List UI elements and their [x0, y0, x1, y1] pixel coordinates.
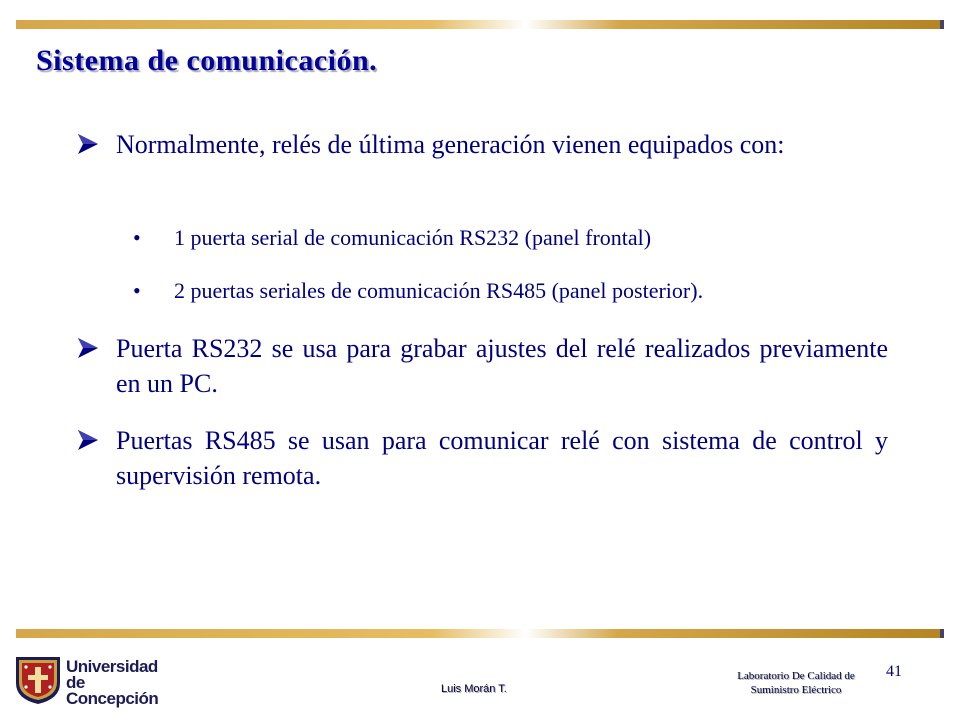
bullet-text-2: Puerta RS232 se usa para grabar ajustes del relé realizados previamente en un PC. — [116, 334, 888, 398]
university-logo — [14, 655, 174, 708]
university-name — [66, 659, 174, 707]
university-shield-icon — [14, 655, 62, 705]
bullet-text-1: Normalmente, relés de última generación vienen equipados con: — [116, 130, 785, 159]
bottom-divider-bar — [16, 629, 942, 638]
sub-bullet-text-2: 2 puertas seriales de comunicación RS485 (panel posterior). — [174, 278, 704, 303]
university-line-2: de Concepción — [66, 673, 159, 708]
sub-bullet-1 — [133, 224, 873, 252]
author-name: Luis Morán T. — [441, 683, 507, 695]
top-divider-bar — [16, 20, 942, 29]
lab-line-2: Suministro Eléctrico — [750, 684, 842, 696]
dot-bullet-icon: • — [133, 225, 141, 250]
arrow-bullet-icon — [76, 429, 100, 451]
lab-name — [716, 669, 876, 697]
lab-line-1: Laboratorio De Calidad de — [737, 670, 855, 682]
bullet-point-3 — [76, 423, 888, 493]
arrow-bullet-icon — [76, 133, 100, 155]
sub-bullet-2 — [133, 277, 873, 305]
bullet-point-1 — [76, 127, 888, 162]
bullet-text-3: Puertas RS485 se usan para comunicar relé con sistema de control y supervisión remota. — [116, 426, 888, 490]
slide-title: Sistema de comunicación. — [36, 44, 378, 77]
sub-bullet-text-1: 1 puerta serial de comunicación RS232 (panel frontal) — [174, 225, 652, 250]
page-number: 41 — [886, 663, 902, 680]
arrow-bullet-icon — [76, 337, 100, 359]
dot-bullet-icon: • — [133, 278, 141, 303]
university-line-1: Universidad — [66, 657, 158, 676]
bullet-point-2 — [76, 331, 888, 401]
